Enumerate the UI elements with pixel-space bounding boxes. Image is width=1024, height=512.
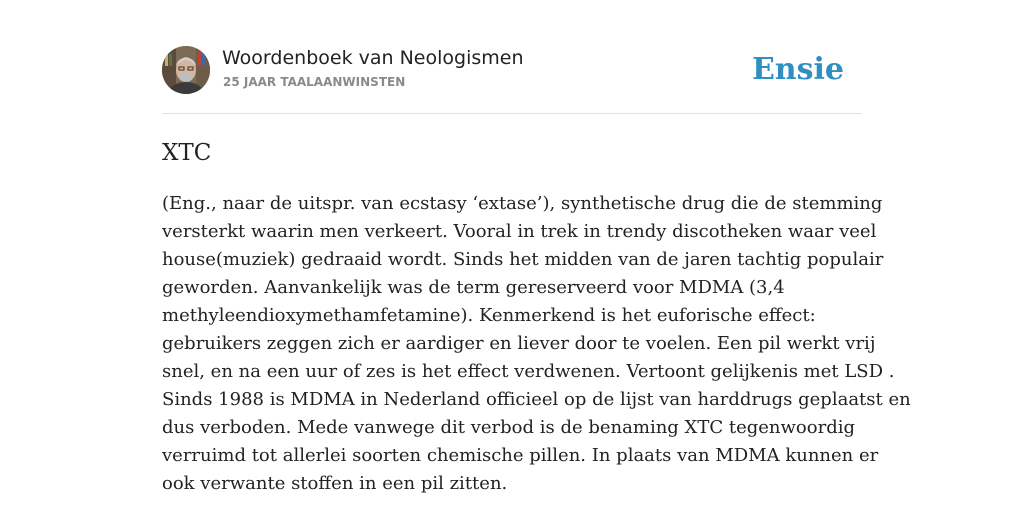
- avatar-portrait-icon: [162, 46, 210, 94]
- entry-definition: [162, 190, 911, 498]
- header: [162, 46, 862, 96]
- definition-line: dus verboden. Mede vanwege dit verbod is de benaming XTC tegenwoordig: [162, 417, 855, 438]
- site-subtitle: 25 JAAR TAALAANWINSTEN: [223, 75, 406, 89]
- definition-line: verruimd tot allerlei soorten chemische pillen. In plaats van MDMA kunnen er: [162, 445, 879, 466]
- definition-line: ook verwante stoffen in een pil zitten.: [162, 473, 508, 494]
- definition-line: snel, en na een uur of zes is het effect verdwenen. Vertoont gelijkenis met LSD .: [162, 361, 895, 382]
- definition-line: versterkt waarin men verkeert. Vooral in trek in trendy discotheken waar veel: [162, 221, 877, 242]
- site-name[interactable]: Woordenboek van Neologismen: [222, 47, 524, 69]
- entry-term: XTC: [162, 140, 212, 166]
- definition-line: methyleendioxymethamfetamine). Kenmerkend is het euforische effect:: [162, 305, 816, 326]
- definition-line: geworden. Aanvankelijk was de term gereserveerd voor MDMA (3,4: [162, 277, 785, 298]
- definition-line: gebruikers zeggen zich er aardiger en liever door te voelen. Een pil werkt vrij: [162, 333, 876, 354]
- definition-line: Sinds 1988 is MDMA in Nederland officieel op de lijst van harddrugs geplaatst en: [162, 389, 911, 410]
- divider: [162, 113, 862, 114]
- brand-logo[interactable]: Ensie: [751, 52, 844, 87]
- definition-line: house(muziek) gedraaid wordt. Sinds het midden van de jaren tachtig populair: [162, 249, 884, 270]
- avatar[interactable]: [162, 46, 210, 94]
- definition-line: (Eng., naar de uitspr. van ecstasy ‘extase’), synthetische drug die de stemming: [162, 193, 883, 214]
